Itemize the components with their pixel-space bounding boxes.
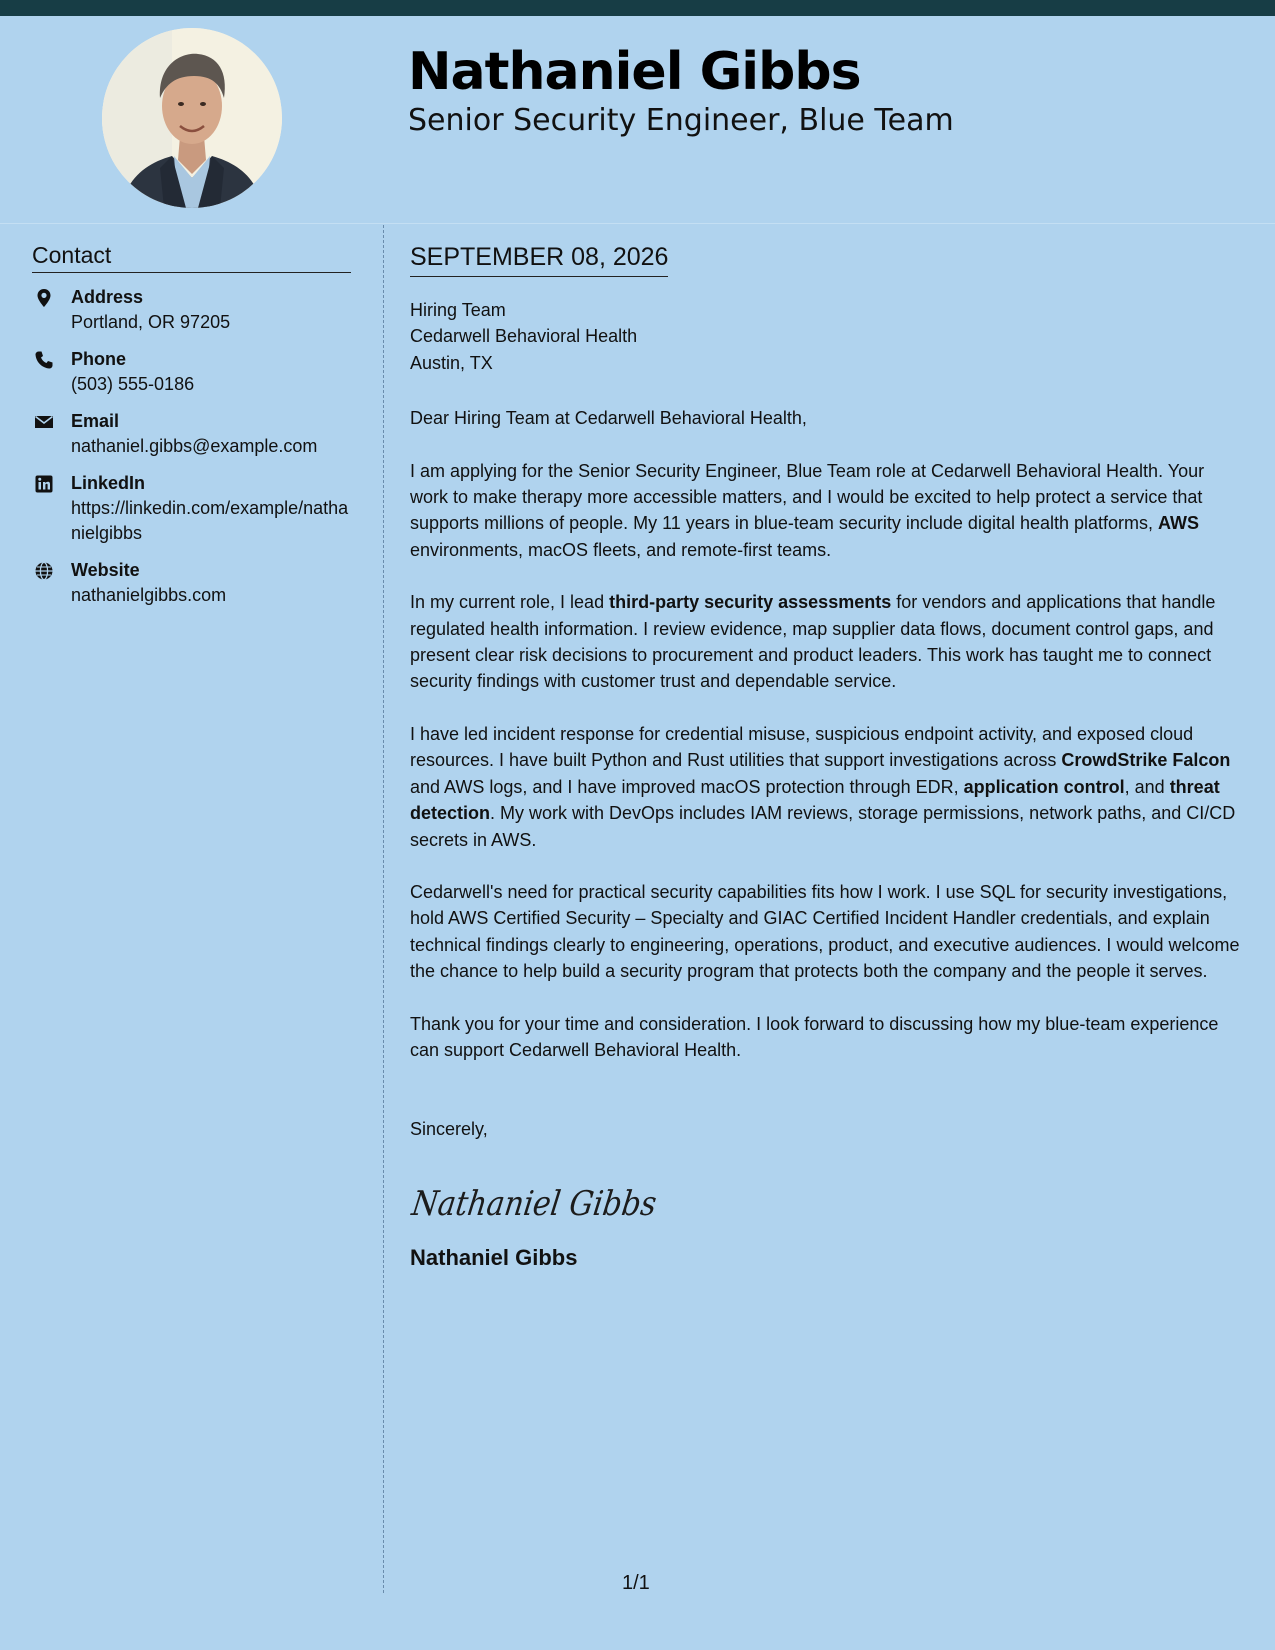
contact-value: nathaniel.gibbs@example.com [71,436,318,456]
contact-email [32,409,351,459]
contact-address [32,285,351,335]
contact-heading: Contact [32,240,351,273]
contact-linkedin [32,471,351,546]
envelope-icon [34,412,54,432]
paragraph-text: Cedarwell's need for practical security capabilities fits how I work. I use SQL for security investigations, hold AWS Certified Security – Specialty and GIAC Certified Incident Handler credentials, and explain technical findings clearly to engineering, operations, product, and executive audiences. I would welcome the chance to help build a security program that protects both the company and the people it serves. [410,881,1240,982]
emphasis-text: CrowdStrike Falcon [1061,750,1231,771]
paragraph-text: , and [1124,776,1170,797]
header [0,16,1275,224]
paragraph-text: I have led incident response for credential misuse, suspicious endpoint activity, and exposed cloud resources. I have built Python and Rust utilities that support investigations across [410,723,1194,771]
paragraph-text: I am applying for the Senior Security Engineer, Blue Team role at Cedarwell Behavioral Health. Your work to make therapy more accessible matters, and I would be excited to help protect a service that supports millions of people. My 11 years in blue-team security include digital health platforms, [410,460,1205,534]
globe-icon [34,561,54,581]
letter-paragraph [410,589,1242,695]
contact-label: Address [71,287,144,307]
contact-value: (503) 555-0186 [71,374,195,394]
signer-name: Nathaniel Gibbs [410,1244,578,1270]
emphasis-text: application control [963,776,1125,797]
svg-text:Nathaniel Gibbs: Nathaniel Gibbs [410,1183,670,1224]
paragraph-text: for vendors and applications that handle regulated health information. I review evidence, map supplier data flows, document control gaps, and present clear risk decisions to procurement and product leaders. This work has taught me to connect security findings with customer trust and dependable service. [410,592,1216,692]
letter-paragraph [410,458,1242,564]
contact-website [32,558,351,608]
paragraph-text: environments, macOS fleets, and remote-first teams. [410,539,832,560]
candidate-role: Senior Security Engineer, Blue Team [408,103,954,138]
contact-label: Website [71,560,140,580]
contact-phone [32,347,351,397]
letter-paragraph [410,1011,1242,1064]
signature [410,1177,1242,1229]
contact-value: Portland, OR 97205 [71,312,231,332]
paragraph-text: Thank you for your time and consideration. I look forward to discussing how my blue-team experience can support Cedarwell Behavioral Health. [410,1013,1219,1060]
page-number: 1/1 [622,1572,650,1594]
closing: Sincerely, [410,1119,488,1140]
paragraph-text: and AWS logs, and I have improved macOS protection through EDR, [410,776,964,797]
candidate-name: Nathaniel Gibbs [408,42,861,102]
paragraph-text: In my current role, I lead [410,592,610,613]
emphasis-text: AWS [1158,513,1200,534]
letter-paragraph [410,721,1242,853]
contact-label: Phone [71,349,127,369]
letter-body [410,240,1242,1273]
contact-value: https://linkedin.com/example/nathanielgibbs [71,498,349,543]
profile-photo [102,28,282,208]
recipient-line: Austin, TX [410,352,493,373]
letter-paragraphs [410,458,1242,1064]
contact-label: Email [71,411,120,431]
letter-paragraph [410,879,1242,985]
phone-icon [34,350,54,370]
contact-label: LinkedIn [71,473,146,493]
letter-date: SEPTEMBER 08, 2026 [410,240,668,277]
recipient-line: Cedarwell Behavioral Health [410,326,638,347]
paragraph-text: . My work with DevOps includes IAM reviews, storage permissions, network paths, and CI/CD secrets in AWS. [410,803,1236,850]
column-divider [383,225,384,1593]
salutation: Dear Hiring Team at Cedarwell Behavioral Health, [410,408,807,429]
contact-value: nathanielgibbs.com [71,585,227,605]
emphasis-text: threat detection [410,776,1220,824]
recipient-line: Hiring Team [410,300,506,320]
emphasis-text: third-party security assessments [609,592,892,613]
contact-sidebar [32,240,351,620]
top-accent-bar [0,0,1275,16]
linkedin-icon [34,474,54,494]
recipient-block [410,297,1242,376]
location-pin-icon [34,288,54,308]
